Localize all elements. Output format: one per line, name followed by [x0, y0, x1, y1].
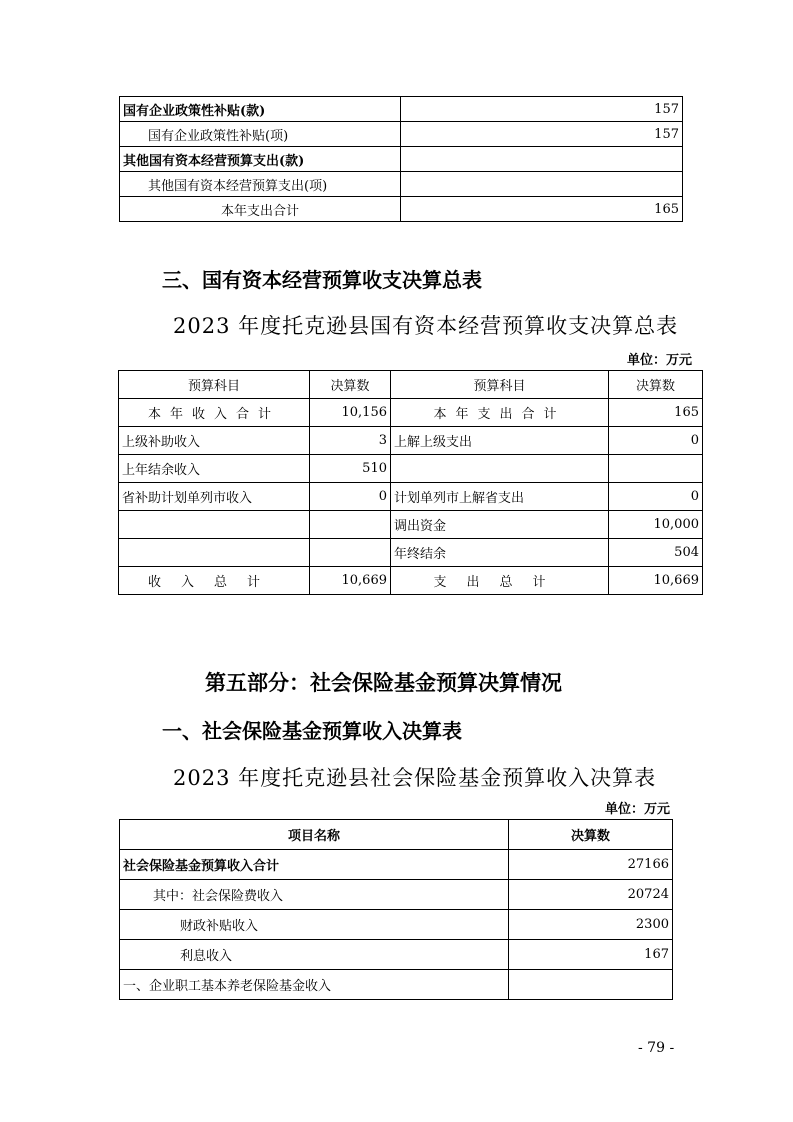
table-row: [119, 427, 703, 455]
table-total-row: [119, 567, 703, 595]
table-row: [119, 539, 703, 567]
row-label: 本年支出合计: [120, 197, 401, 222]
table-row: [119, 455, 703, 483]
row-label: 国有企业政策性补贴(款): [120, 97, 401, 122]
table-title: 2023 年度托克逊县国有资本经营预算收支决算总表: [173, 314, 679, 338]
cell: 收入总计: [119, 567, 310, 595]
column-header: 预算科目: [391, 371, 609, 399]
row-label: 其他国有资本经营预算支出(款): [120, 147, 401, 172]
row-label: 国有企业政策性补贴(项): [120, 122, 401, 147]
cell: 年终结余: [391, 539, 609, 567]
row-label: 一、企业职工基本养老保险基金收入: [120, 970, 509, 1000]
table-row: [119, 511, 703, 539]
table-header-row: [119, 371, 703, 399]
table-row: [120, 940, 673, 970]
column-header: 决算数: [509, 820, 673, 850]
page-number: - 79 -: [638, 1040, 675, 1056]
state-capital-summary-table: [118, 370, 703, 595]
row-value: 157: [401, 122, 683, 147]
row-value: [509, 970, 673, 1000]
column-header: 预算科目: [119, 371, 310, 399]
unit-label: 单位：万元: [605, 802, 671, 817]
cell: 510: [310, 455, 391, 483]
table-row: [119, 399, 703, 427]
social-insurance-income-table: [119, 819, 673, 1000]
part-heading: 第五部分：社会保险基金预算决算情况: [205, 670, 562, 695]
table-row: [120, 122, 683, 147]
cell: 165: [609, 399, 703, 427]
table-row: [120, 197, 683, 222]
cell: 0: [609, 427, 703, 455]
section-heading: 一、社会保险基金预算收入决算表: [162, 719, 462, 743]
cell: 支出总计: [391, 567, 609, 595]
row-value: 157: [401, 97, 683, 122]
cell: 10,669: [609, 567, 703, 595]
row-label: 社会保险基金预算收入合计: [120, 850, 509, 880]
row-label: 财政补贴收入: [120, 910, 509, 940]
section-heading: 三、国有资本经营预算收支决算总表: [162, 268, 482, 292]
row-label: 利息收入: [120, 940, 509, 970]
cell: 调出资金: [391, 511, 609, 539]
row-value: 167: [509, 940, 673, 970]
expenditure-continuation-table: [119, 96, 683, 222]
table-row: [120, 172, 683, 197]
row-label: 其他国有资本经营预算支出(项): [120, 172, 401, 197]
table-row: [120, 910, 673, 940]
cell: 3: [310, 427, 391, 455]
row-value: 2300: [509, 910, 673, 940]
cell: 上级补助收入: [119, 427, 310, 455]
table-row: [120, 147, 683, 172]
cell: 10,000: [609, 511, 703, 539]
table-title: 2023 年度托克逊县社会保险基金预算收入决算表: [173, 766, 657, 790]
cell: [119, 539, 310, 567]
row-label: 其中：社会保险费收入: [120, 880, 509, 910]
table-row: [120, 97, 683, 122]
cell: 10,156: [310, 399, 391, 427]
table-row: [120, 850, 673, 880]
table-row: [120, 970, 673, 1000]
cell: 10,669: [310, 567, 391, 595]
column-header: 项目名称: [120, 820, 509, 850]
cell: [609, 455, 703, 483]
cell: 504: [609, 539, 703, 567]
cell: 0: [609, 483, 703, 511]
unit-label: 单位：万元: [627, 353, 693, 368]
table-header-row: [120, 820, 673, 850]
row-value: 27166: [509, 850, 673, 880]
cell: 上年结余收入: [119, 455, 310, 483]
cell: [119, 511, 310, 539]
table-row: [119, 483, 703, 511]
row-value: 165: [401, 197, 683, 222]
cell: 上解上级支出: [391, 427, 609, 455]
table-row: [120, 880, 673, 910]
row-value: [401, 172, 683, 197]
column-header: 决算数: [609, 371, 703, 399]
cell: 本年收入合计: [119, 399, 310, 427]
column-header: 决算数: [310, 371, 391, 399]
cell: 省补助计划单列市收入: [119, 483, 310, 511]
cell: 计划单列市上解省支出: [391, 483, 609, 511]
cell: [310, 539, 391, 567]
row-value: 20724: [509, 880, 673, 910]
row-value: [401, 147, 683, 172]
cell: 0: [310, 483, 391, 511]
cell: [310, 511, 391, 539]
cell: 本年支出合计: [391, 399, 609, 427]
cell: [391, 455, 609, 483]
